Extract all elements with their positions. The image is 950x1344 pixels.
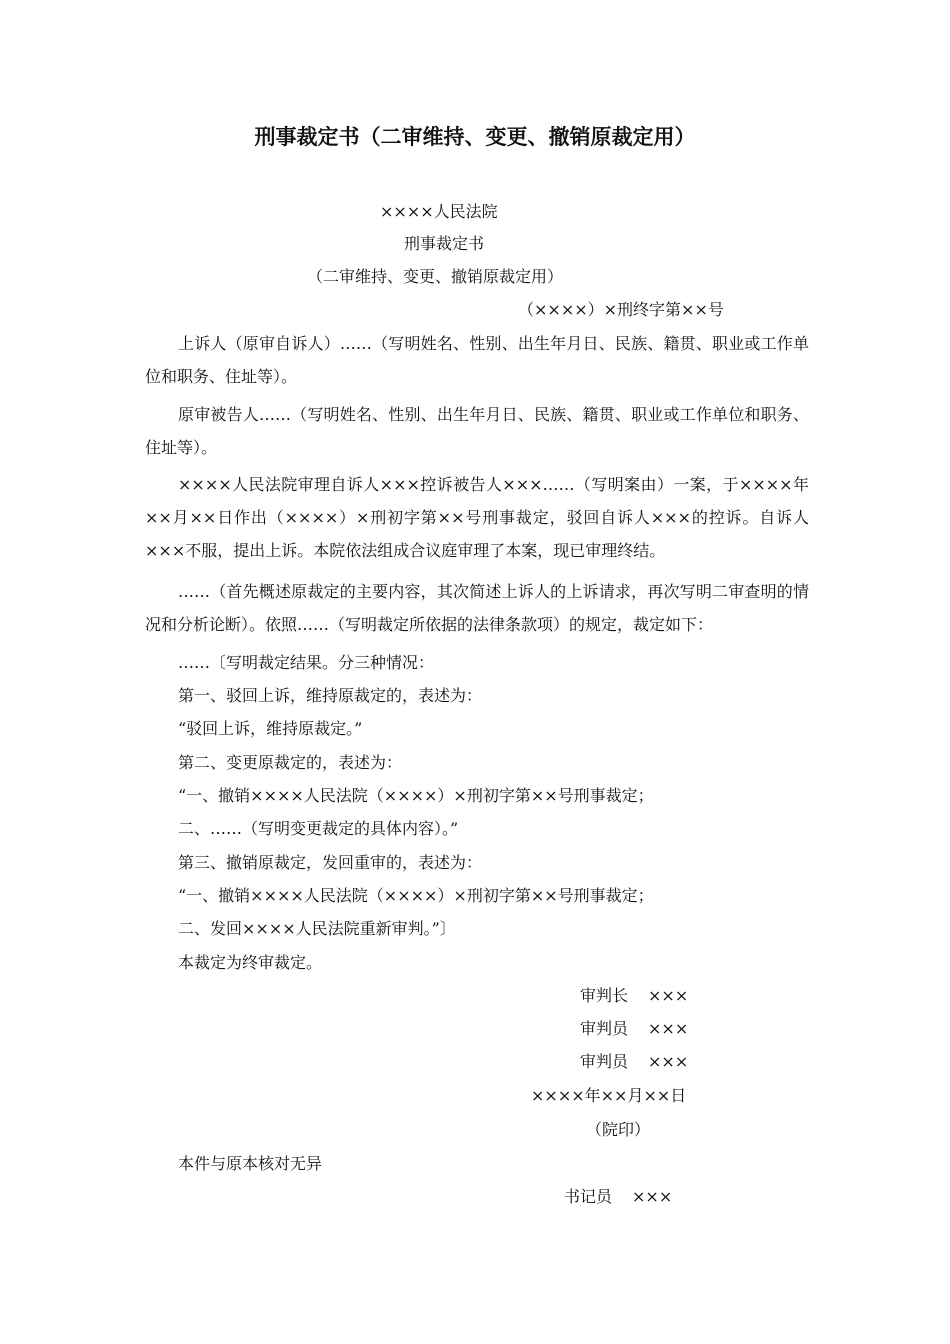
signature-role: 审判员: [580, 1052, 629, 1071]
defendant-paragraph: 原审被告人……（写明姓名、性别、出生年月日、民族、籍贯、职业或工作单位和职务、住址等）。: [145, 405, 809, 457]
case-number: （××××）×刑终字第××号: [518, 300, 724, 319]
reasoning-paragraph: ……（首先概述原裁定的主要内容，其次简述上诉人的上诉请求，再次写明二审查明的情况和分析论断）。依照……（写明裁定所依据的法律条款项）的规定，裁定如下：: [145, 582, 809, 634]
document-type: 刑事裁定书: [404, 234, 485, 253]
court-name: ××××人民法院: [380, 202, 498, 221]
ruling-line: 第一、驳回上诉，维持原裁定的，表述为：: [178, 686, 483, 705]
ruling-line: “一、撤销××××人民法院（××××）×刑初字第××号刑事裁定；: [178, 886, 654, 905]
verification-note: 本件与原本核对无异: [178, 1154, 323, 1173]
ruling-line: 第二、变更原裁定的，表述为：: [178, 753, 403, 772]
court-seal: （院印）: [586, 1120, 651, 1139]
signature-role: 审判长: [580, 986, 629, 1005]
case-intro-paragraph: ××××人民法院审理自诉人×××控诉被告人×××……（写明案由）一案，于××××年××月××日作出（××××）×刑初字第××号刑事裁定，驳回自诉人×××的控诉。自诉人×××不服，提出上诉。本院依法组成合议庭审理了本案，现已审理终结。: [145, 475, 809, 560]
signature-name: ×××: [648, 1019, 689, 1038]
signature-name: ×××: [648, 1052, 689, 1071]
appellant-paragraph: 上诉人（原审自诉人）……（写明姓名、性别、出生年月日、民族、籍贯、职业或工作单位和职务、住址等）。: [145, 334, 809, 386]
ruling-line: “一、撤销××××人民法院（××××）×刑初字第××号刑事裁定；: [178, 786, 654, 805]
signature-name: ×××: [648, 986, 689, 1005]
ruling-line: 本裁定为终审裁定。: [178, 953, 323, 972]
ruling-line: 二、……（写明变更裁定的具体内容）。”: [178, 819, 459, 838]
clerk-name: ×××: [632, 1187, 673, 1206]
ruling-line: “驳回上诉，维持原裁定。”: [178, 719, 363, 738]
usage-note: （二审维持、变更、撤销原裁定用）: [307, 267, 564, 286]
ruling-line: 第三、撤销原裁定，发回重审的，表述为：: [178, 853, 483, 872]
signature-role: 审判员: [580, 1019, 629, 1038]
ruling-line: 二、发回××××人民法院重新审判。”〕: [178, 919, 456, 938]
ruling-line: ……〔写明裁定结果。分三种情况：: [178, 653, 435, 672]
clerk-role: 书记员: [564, 1187, 613, 1206]
ruling-date: ××××年××月××日: [531, 1086, 687, 1105]
document-title: 刑事裁定书（二审维持、变更、撤销原裁定用）: [254, 124, 696, 149]
